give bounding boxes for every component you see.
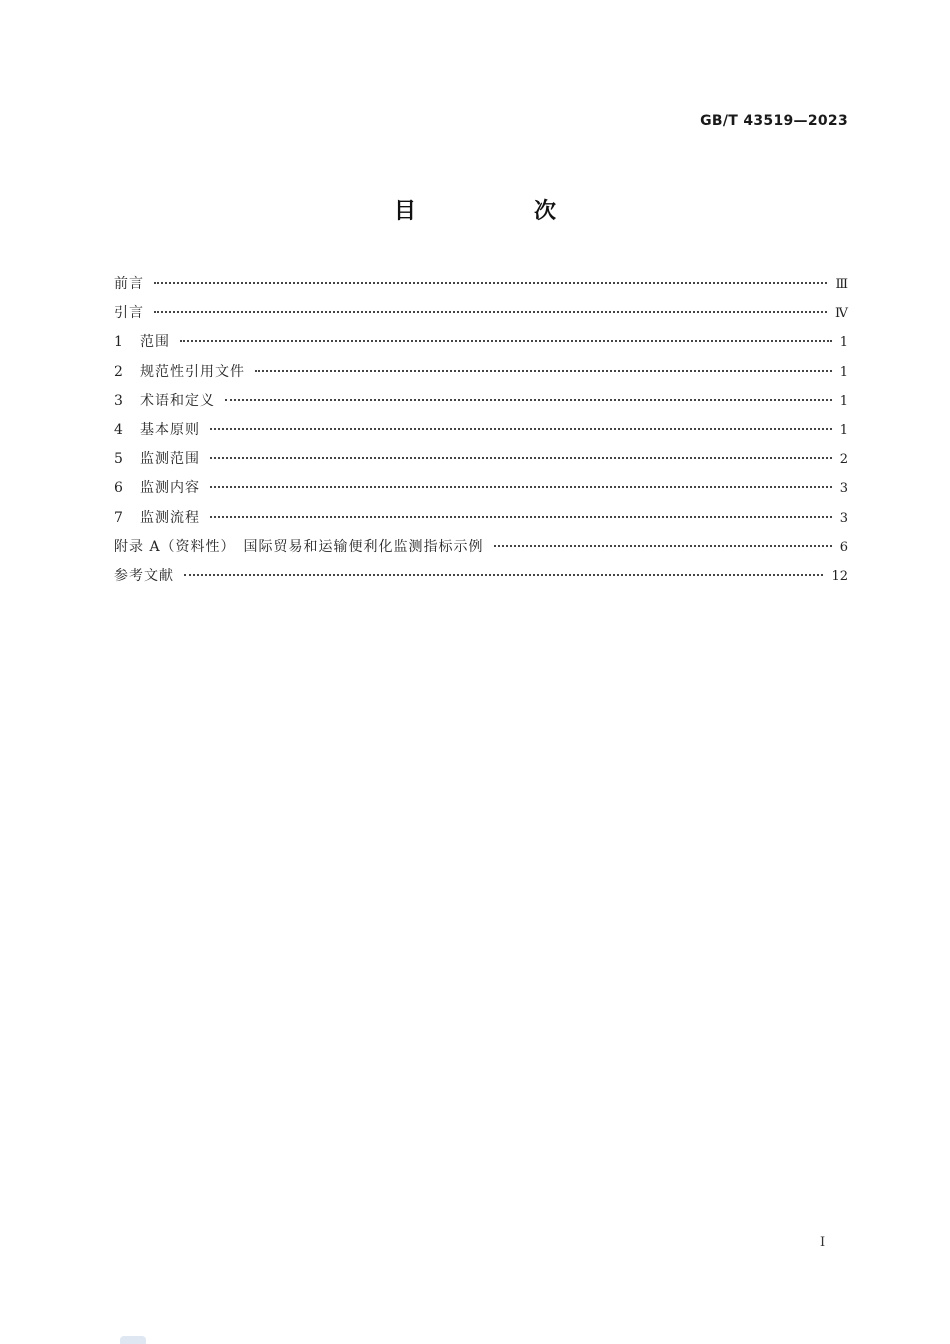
toc-page-number: 1 (839, 364, 848, 380)
toc-entry-text: 术语和定义 (140, 392, 215, 409)
page-title: 目 次 (393, 199, 604, 224)
dot-leader (225, 399, 832, 401)
toc-page-number: Ⅲ (835, 277, 848, 292)
toc-entry-basic-principles[interactable] (114, 416, 848, 445)
toc-entry-terms-definitions[interactable] (114, 387, 848, 416)
toc-page-number: 6 (839, 539, 848, 555)
dot-leader (210, 428, 832, 430)
toc-entry-number: 5 (114, 451, 123, 468)
toc-entry-number: 6 (114, 480, 123, 497)
toc-entry-monitoring-scope[interactable] (114, 445, 848, 474)
toc-entry-bibliography[interactable] (114, 562, 848, 591)
dot-leader (210, 457, 832, 459)
standard-code: GB/T 43519—2023 (700, 113, 848, 129)
toc-entry-foreword[interactable] (114, 270, 848, 299)
toc-entry-text: 监测内容 (140, 480, 200, 497)
toc-entry-number: 3 (114, 392, 123, 409)
toc-page-number: 1 (839, 422, 848, 438)
toc-entry-number: 4 (114, 421, 123, 438)
dot-leader (210, 486, 832, 488)
toc-page-number: 1 (839, 335, 848, 351)
toc-page-number: 12 (831, 568, 848, 584)
dot-leader (184, 574, 823, 576)
toc-entry-scope[interactable] (114, 328, 848, 357)
toc-entry-text: 规范性引用文件 (140, 363, 245, 380)
corner-tab-decoration (120, 1336, 146, 1344)
toc-entry-text: 监测范围 (140, 451, 200, 468)
toc-entry-number: 7 (114, 509, 123, 526)
toc-entry-text: 引言 (114, 305, 144, 322)
table-of-contents (114, 270, 848, 591)
dot-leader (255, 370, 832, 372)
toc-entry-text: 监测流程 (140, 509, 200, 526)
toc-page-number: 2 (839, 452, 848, 468)
toc-entry-text: 前言 (114, 276, 144, 292)
dot-leader (180, 340, 832, 342)
toc-entry-monitoring-process[interactable] (114, 504, 848, 533)
footer-page-number: Ⅰ (820, 1235, 826, 1250)
toc-entry-number: 2 (114, 363, 123, 380)
dot-leader (210, 516, 832, 518)
toc-entry-normative-references[interactable] (114, 358, 848, 387)
toc-entry-text: 范围 (140, 334, 170, 351)
toc-page-number: 3 (839, 481, 848, 497)
toc-entry-introduction[interactable] (114, 299, 848, 328)
toc-page-number: 1 (839, 393, 848, 409)
toc-entry-text: 参考文献 (114, 567, 174, 584)
toc-entry-text: 基本原则 (140, 421, 200, 438)
dot-leader (154, 282, 827, 284)
toc-entry-number: 1 (114, 334, 123, 351)
toc-page-number: Ⅳ (835, 306, 848, 322)
toc-entry-monitoring-content[interactable] (114, 474, 848, 503)
dot-leader (494, 545, 832, 547)
toc-page-number: 3 (839, 510, 848, 526)
dot-leader (154, 311, 827, 313)
toc-entry-text: 附录 A（资料性） 国际贸易和运输便利化监测指标示例 (114, 538, 484, 555)
toc-entry-appendix-a[interactable] (114, 533, 848, 562)
